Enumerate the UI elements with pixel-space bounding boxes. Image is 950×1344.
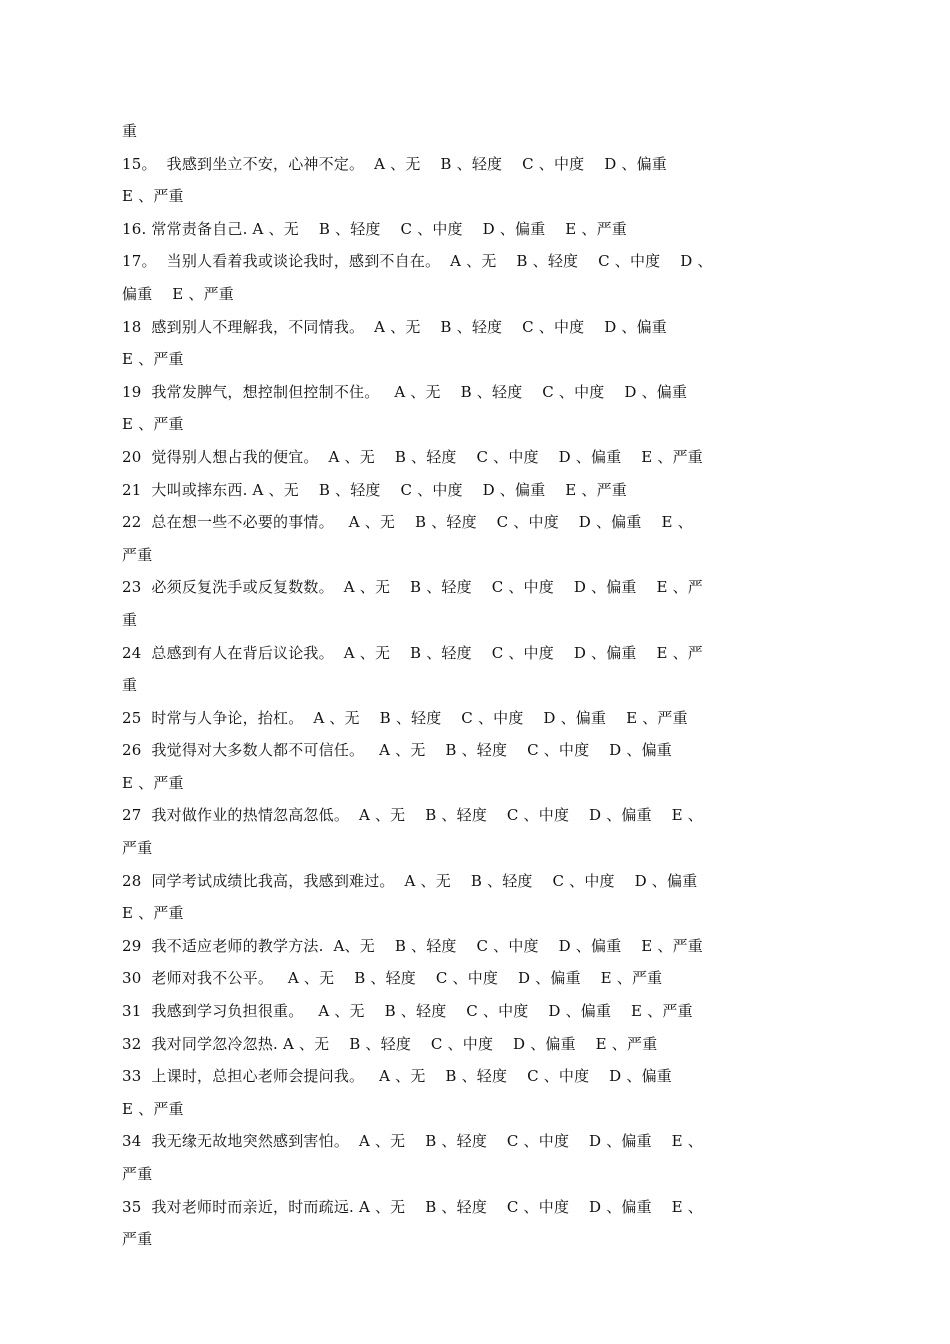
text-line: 17。 当别人看着我或谈论我时，感到不自在。 A 、无 B 、轻度 C 、中度 D 、 bbox=[122, 252, 713, 271]
text-line: 15。 我感到坐立不安，心神不定。 A 、无 B 、轻度 C 、中度 D 、偏重 bbox=[122, 154, 668, 173]
text-line: E 、严重 bbox=[122, 187, 184, 206]
text-line: 35 我对老师时而亲近，时而疏远. A 、无 B 、轻度 C 、中度 D 、偏重 E 、 bbox=[122, 1197, 703, 1216]
text-line: 严重 bbox=[122, 839, 153, 858]
text-line: 25 时常与人争论，抬杠。 A 、无 B 、轻度 C 、中度 D 、偏重 E 、严重 bbox=[122, 708, 688, 727]
text-line: 严重 bbox=[122, 1165, 153, 1183]
text-line: 28 同学考试成绩比我高，我感到难过。 A 、无 B 、轻度 C 、中度 D 、偏重 bbox=[122, 871, 698, 890]
text-line: 偏重 E 、严重 bbox=[122, 284, 234, 303]
text-line: E 、严重 bbox=[122, 415, 184, 434]
text-line: 24 总感到有人在背后议论我。 A 、无 B 、轻度 C 、中度 D 、偏重 E 、严 bbox=[122, 643, 703, 662]
text-line: E 、严重 bbox=[122, 904, 184, 923]
text-line: 34 我无缘无故地突然感到害怕。 A 、无 B 、轻度 C 、中度 D 、偏重 E 、 bbox=[122, 1132, 703, 1151]
text-line: 19 我常发脾气，想控制但控制不住。 A 、无 B 、轻度 C 、中度 D 、偏重 bbox=[122, 382, 688, 401]
text-line: 重 bbox=[122, 610, 138, 629]
text-line: 重 bbox=[122, 122, 138, 140]
text-line: 16. 常常责备自己. A 、无 B 、轻度 C 、中度 D 、偏重 E 、严重 bbox=[122, 219, 627, 238]
text-line: 30 老师对我不公平。 A 、无 B 、轻度 C 、中度 D 、偏重 E 、严重 bbox=[122, 969, 663, 988]
text-line: 29 我不适应老师的教学方法. A、无 B 、轻度 C 、中度 D 、偏重 E 、严重 bbox=[122, 936, 703, 955]
text-line: 26 我觉得对大多数人都不可信任。 A 、无 B 、轻度 C 、中度 D 、偏重 bbox=[122, 741, 672, 760]
text-line: 重 bbox=[122, 676, 138, 695]
text-line: 23 必须反复洗手或反复数数。 A 、无 B 、轻度 C 、中度 D 、偏重 E 、严 bbox=[122, 578, 703, 597]
text-line: 22 总在想一些不必要的事情。 A 、无 B 、轻度 C 、中度 D 、偏重 E 、 bbox=[122, 513, 693, 532]
text-line: 21 大叫或摔东西. A 、无 B 、轻度 C 、中度 D 、偏重 E 、严重 bbox=[122, 480, 627, 499]
text-line: 33 上课时，总担心老师会提问我。 A 、无 B 、轻度 C 、中度 D 、偏重 bbox=[122, 1067, 672, 1086]
text-line: 18 感到别人不理解我，不同情我。 A 、无 B 、轻度 C 、中度 D 、偏重 bbox=[122, 317, 668, 336]
text-line: 32 我对同学忽冷忽热. A 、无 B 、轻度 C 、中度 D 、偏重 E 、严重 bbox=[122, 1034, 658, 1053]
text-line: 严重 bbox=[122, 1230, 153, 1249]
text-line: 严重 bbox=[122, 545, 153, 564]
text-line: 31 我感到学习负担很重。 A 、无 B 、轻度 C 、中度 D 、偏重 E 、严重 bbox=[122, 1002, 693, 1021]
text-line: 20 觉得别人想占我的便宜。 A 、无 B 、轻度 C 、中度 D 、偏重 E 、严重 bbox=[122, 447, 703, 466]
text-line: 27 我对做作业的热情忽高忽低。 A 、无 B 、轻度 C 、中度 D 、偏重 E 、 bbox=[122, 806, 703, 825]
text-line: E 、严重 bbox=[122, 350, 184, 369]
text-line: E 、严重 bbox=[122, 773, 184, 792]
text-line: E 、严重 bbox=[122, 1099, 184, 1118]
